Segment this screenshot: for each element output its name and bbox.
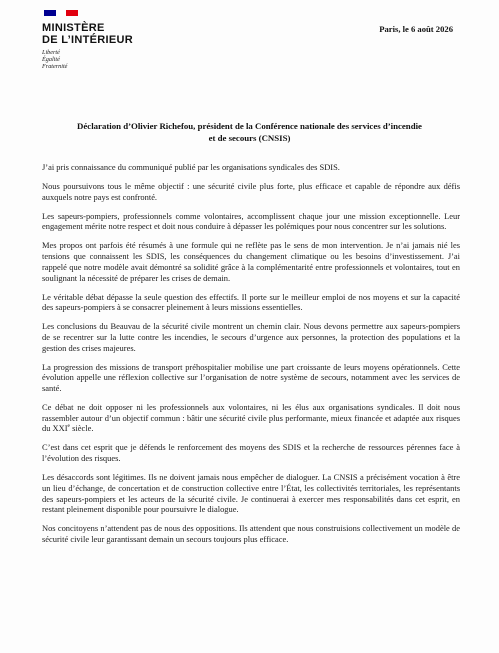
paragraph-8-tail: siècle.: [70, 423, 94, 434]
paragraph-3: Les sapeurs-pompiers, professionnels comme volontaires, accomplissent chaque jour une mission exceptionnelle. Leur engagement mérite notre respect et doit nous conduire à dépasser les polémiques pour nous concentrer sur les solutions.: [42, 210, 460, 232]
ministry-logo: [42, 10, 202, 70]
paragraph-5: Le véritable débat dépasse la seule question des effectifs. Il porte sur le meilleur emploi de nos moyens et sur la capacité des sapeurs-pompiers à se consacrer pleinement à leurs missions essentielles.: [42, 291, 460, 313]
ministry-line-2: DE L’INTÉRIEUR: [42, 33, 133, 46]
statement-body: [42, 162, 460, 553]
motto-fraternite: Fraternité: [42, 63, 68, 70]
paragraph-9: C’est dans cet esprit que je défends le renforcement des moyens des SDIS et la recherche de ressources pérennes face à l’évolution des risques.: [42, 442, 460, 464]
century-superscript: e: [67, 423, 70, 430]
motto-egalite: Égalité: [42, 56, 60, 63]
paragraph-6: Les conclusions du Beauvau de la sécurité civile montrent un chemin clair. Nous devons permettre aux sapeurs-pompiers de se recentrer sur la lutte contre les incendies, le secours d’urgence aux personnes, la protection des populations et la gestion des crises majeures.: [42, 321, 460, 353]
title-line-1: Déclaration d’Olivier Richefou, président de la Conférence nationale des services d’incendie: [77, 121, 422, 131]
paragraph-4: Mes propos ont parfois été résumés à une formule qui ne reflète pas le sens de mon intervention. Je n’ai jamais nié les tensions que connaissent les SDIS, les conséquences du changement climatique ou les besoins d’investissement. J’ai rappelé que notre modèle avait démontré sa solidité grâce à la complémentarité entre professionnels et volontaires, tout en soulignant la nécessité de préparer les crises de demain.: [42, 240, 460, 283]
paragraph-10: Les désaccords sont légitimes. Ils ne doivent jamais nous empêcher de dialoguer. La CNSIS a précisément vocation à être un lieu d’échange, de concertation et de construction collective entre l’État, les collectivités territoriales, les représentants des sapeurs-pompiers et les acteurs de la sécurité civile. Je continuerai à exercer mes responsabilités dans cet esprit, en restant pleinement disponible pour poursuivre le dialogue.: [42, 472, 460, 515]
tricolor-flag-icon: [44, 10, 78, 16]
paragraph-8-text: Ce débat ne doit opposer ni les professionnels aux volontaires, ni les élus aux organisations syndicales. Il doit nous rassembler autour d’un objectif commun : bâtir une sécurité civile plus performante, mieux financée et adaptée aux risques du XXI: [42, 402, 460, 434]
paragraph-8: [42, 402, 460, 434]
paragraph-2: Nous poursuivons tous le même objectif : une sécurité civile plus forte, plus efficace et capable de répondre aux défis auxquels notre pays est confronté.: [42, 181, 460, 202]
ministry-line-1: MINISTÈRE: [42, 22, 105, 34]
dateline: Paris, le 6 août 2026: [379, 24, 453, 34]
document-title: [30, 120, 469, 144]
ministry-name: [42, 23, 202, 46]
motto-liberte: Liberté: [42, 49, 60, 56]
title-line-2: et de secours (CNSIS): [208, 133, 291, 143]
paragraph-1: J’ai pris connaissance du communiqué publié par les organisations syndicales des SDIS.: [42, 162, 340, 172]
paragraph-11: Nos concitoyens n’attendent pas de nous des oppositions. Ils attendent que nous construisions collectivement un modèle de sécurité civile leur garantissant demain un secours toujours plus efficace.: [42, 523, 460, 544]
paragraph-7: La progression des missions de transport préhospitalier mobilise une part croissante de leurs moyens opérationnels. Cette évolution appelle une réflexion collective sur l’organisation de notre système de secours, notamment avec les services de santé.: [42, 361, 460, 394]
republic-motto: [42, 49, 202, 70]
